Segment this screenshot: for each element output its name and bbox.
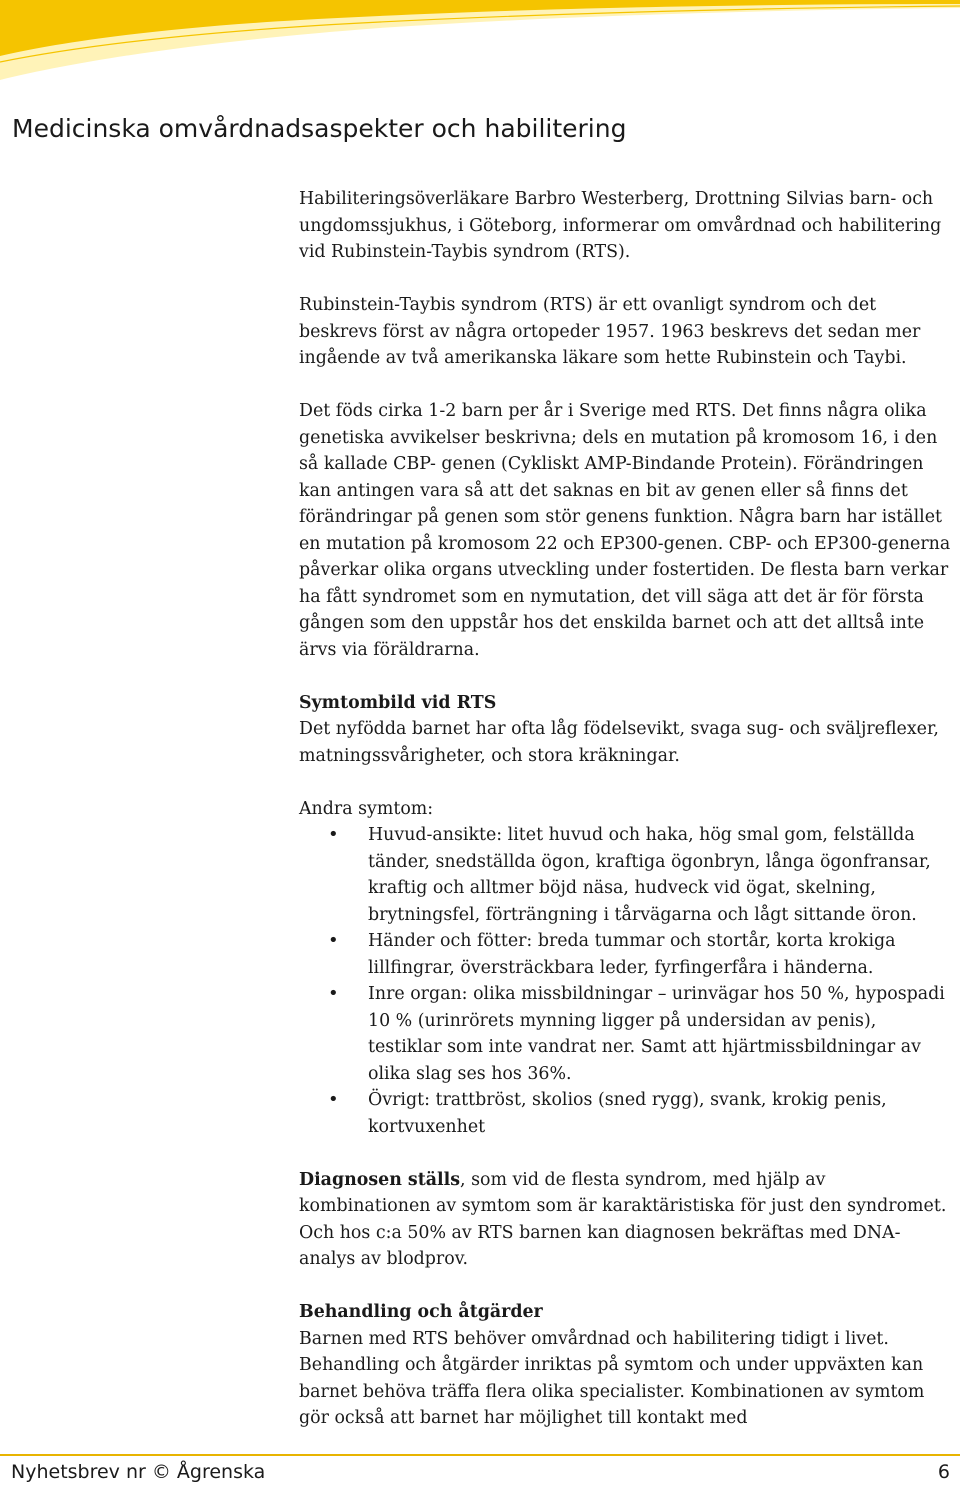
- list-item: • Huvud-ansikte: litet huvud och haka, hög smal gom, felställda tänder, snedställda ögon, kraftiga ögonbryn, långa ögonfransar, kraftig och alltmer böjd näsa, hudveck vid ögat, skelning, brytningsfel, förträngning i tårvägarna och lågt sittande öron.: [299, 822, 954, 928]
- treatment-section: [299, 1299, 954, 1432]
- page-title: Medicinska omvårdnadsaspekter och habilitering: [12, 114, 627, 143]
- diagnosis-text: , som vid de flesta syndrom, med hjälp av kombinationen av symtom som är karaktäristiska för just den syndromet. Och hos c:a 50% av RTS barnen kan diagnosen bekräftas med DNA-analys av blodprov.: [299, 1169, 947, 1269]
- treatment-text: Barnen med RTS behöver omvårdnad och habilitering tidigt i livet. Behandling och åtgärder inriktas på symtom och under uppväxten kan barnet behöva träffa flera olika specialister. Kombinationen av symtom gör också att barnet har möjlighet till kontakt med: [299, 1328, 925, 1428]
- diagnosis-lead: Diagnosen ställs: [299, 1169, 461, 1190]
- genetics-paragraph: Det föds cirka 1-2 barn per år i Sverige med RTS. Det finns några olika genetiska avvikelser beskrivna; dels en mutation på kromosom 16, i den så kallade CBP- genen (Cykliskt AMP-Bindande Protein). Förändringen kan antingen vara så att det saknas en bit av genen eller så finns det förändringar på genen som stör genens funktion. Några barn har istället en mutation på kromosom 22 och EP300-genen. CBP- och EP300-generna påverkar olika organs utveckling under fostertiden. De flesta barn verkar ha fått syndromet som en nymutation, det vill säga att det är för första gången som den uppstår hos det enskilda barnet och att det alltså inte ärvs via föräldrarna.: [299, 401, 951, 660]
- symptoms-heading: Symtombild vid RTS: [299, 692, 497, 713]
- list-item: • Händer och fötter: breda tummar och stortår, korta krokiga lillfingrar, översträckbara leder, fyrfingerfåra i händerna.: [299, 928, 954, 981]
- history-paragraph: Rubinstein-Taybis syndrom (RTS) är ett ovanligt syndrom och det beskrevs först av några ortopeder 1957. 1963 beskrevs det sedan mer ingående av två amerikanska läkare som hette Rubinstein och Taybi.: [299, 295, 921, 368]
- list-item: • Övrigt: trattbröst, skolios (sned rygg), svank, krokig penis, kortvuxenhet: [299, 1087, 954, 1140]
- other-symptoms-label: Andra symtom:: [299, 798, 434, 819]
- intro-paragraph: Habiliteringsöverläkare Barbro Westerberg, Drottning Silvias barn- och ungdomssjukhus, i Göteborg, informerar om omvårdnad och habilitering vid Rubinstein-Taybis syndrom (RTS).: [299, 189, 942, 262]
- list-item: • Inre organ: olika missbildningar – urinvägar hos 50 %, hypospadi 10 % (urinrörets mynning ligger på undersidan av penis), testiklar som inte vandrat ner. Samt att hjärtmissbildningar av olika slag ses hos 36%.: [299, 981, 954, 1087]
- diagnosis-paragraph: [299, 1167, 954, 1273]
- symptoms-text: Det nyfödda barnet har ofta låg födelsevikt, svaga sug- och sväljreflexer, matningssvårigheter, och stora kräkningar.: [299, 719, 939, 766]
- page-footer: [0, 1454, 960, 1485]
- yellow-wave-banner: [0, 0, 960, 90]
- treatment-heading: Behandling och åtgärder: [299, 1302, 543, 1322]
- page-number: 6: [937, 1461, 950, 1483]
- article-body: [299, 186, 954, 1458]
- footer-publication: Nyhetsbrev nr © Ågrenska: [11, 1461, 266, 1483]
- symptoms-section: [299, 690, 954, 770]
- symptoms-list: [299, 822, 954, 1140]
